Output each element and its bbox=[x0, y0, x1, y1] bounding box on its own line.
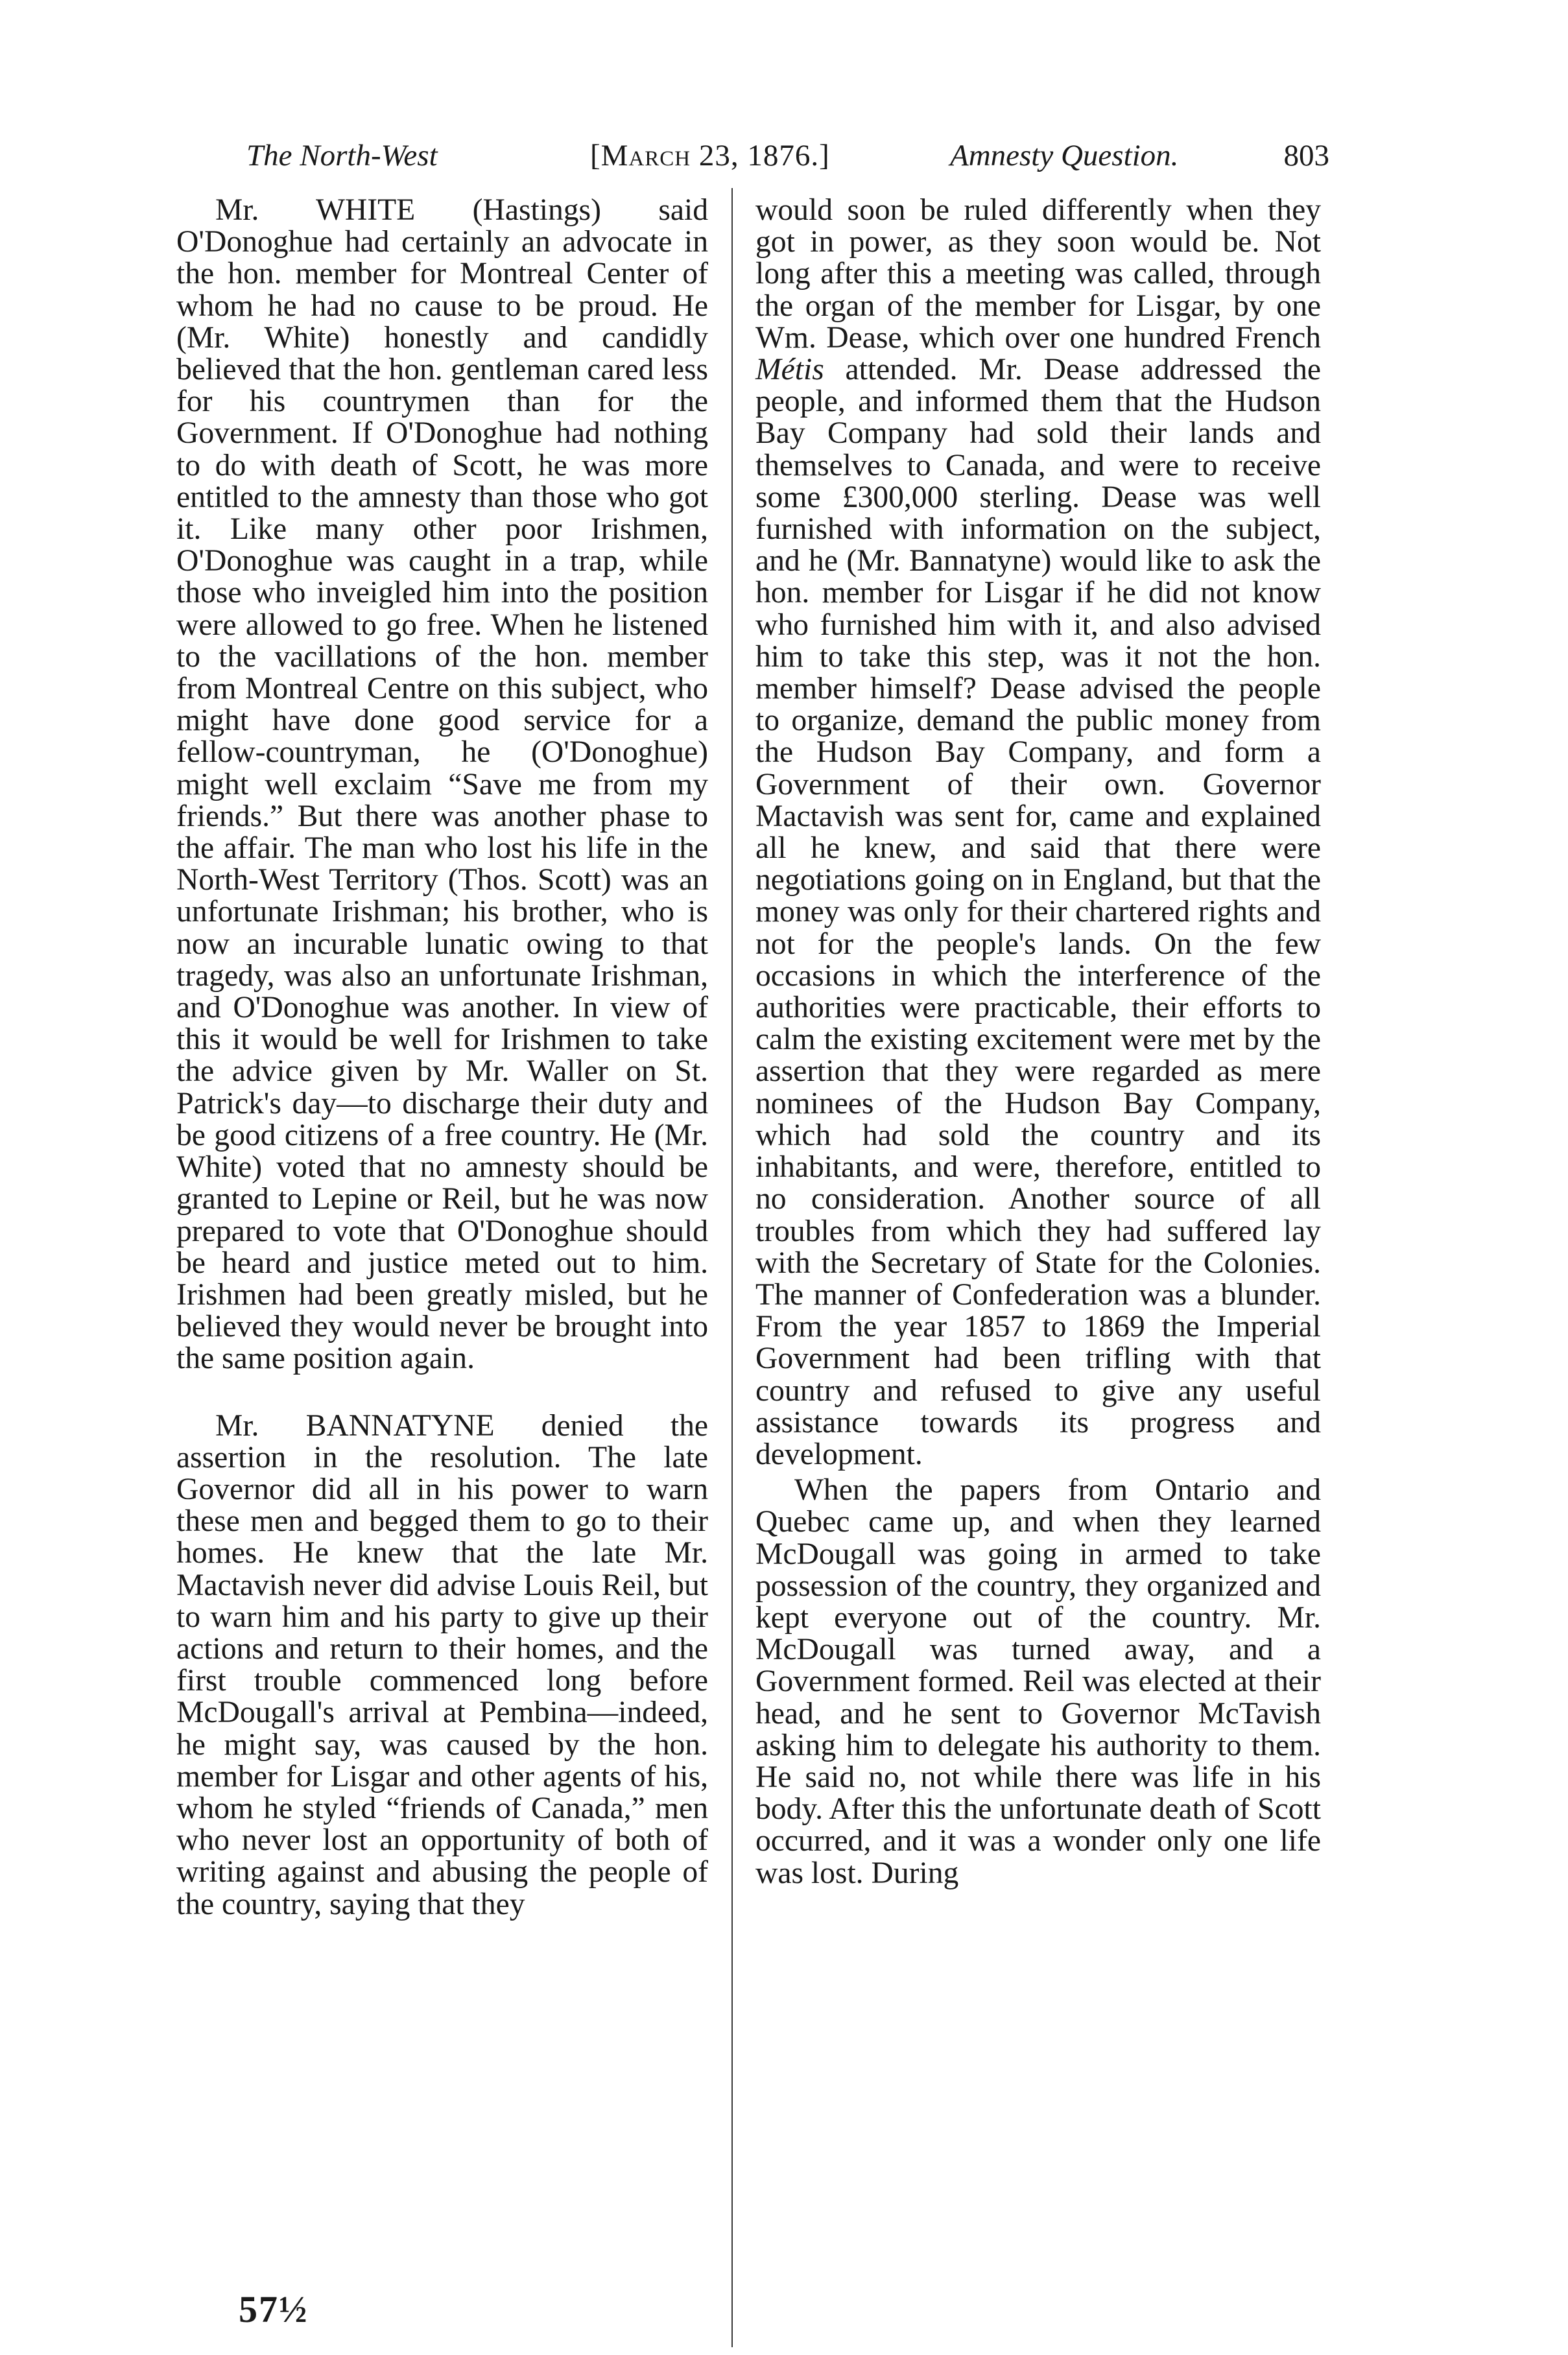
continuation-text-a: would soon be ruled differently when they got in power, as they soon would be. Not long after this a meeting was called, through the organ of the member for Lisgar, by one Wm. Dease, which over one hundred French bbox=[755, 193, 1321, 355]
paragraph-papers-ontario: When the papers from Ontario and Quebec came up, and when they learned McDougall was going in armed to take possession of the country, they organized and kept everyone out of the country. Mr. McDougall was turned away, and a Government formed. Reil was elected at their head, and he sent to Governor McTavish asking him to delegate his authority to them. He said no, not while there was life in his body. After this the unfortunate death of Scott occurred, and it was a wonder only one life was lost. During bbox=[755, 1473, 1321, 1890]
signature-mark: 57½ bbox=[239, 2288, 309, 2330]
running-header bbox=[246, 130, 1329, 182]
header-date-open: [ bbox=[590, 139, 601, 172]
header-date-rest: 23, 1876.] bbox=[691, 139, 830, 172]
right-column bbox=[755, 195, 1321, 1889]
paragraph-bannatyne-speech: Mr. BANNATYNE denied the assertion in the resolution. The late Governor did all in his power to warn these men and begged them to go to their homes. He knew that the late Mr. Mactavish never did advise Louis Reil, but to warn him and his party to give up their actions and return to their homes, and the first trouble commenced long before McDougall's arrival at Pembina—indeed, he might say, was caused by the hon. member for Lisgar and other agents of his, whom he styled “friends of Canada,” men who never lost an opportunity of both of writing against and abusing the people of the country, saying that they bbox=[176, 1408, 708, 1921]
metis-term: Métis bbox=[755, 353, 824, 387]
paragraph-continuation bbox=[755, 195, 1321, 1471]
left-column bbox=[176, 195, 708, 1921]
header-right-title: Amnesty Question. bbox=[950, 139, 1179, 172]
header-left-title: The North-West bbox=[246, 139, 438, 172]
continuation-text-b: attended. Mr. Dease addressed the people, and informed them that the Hudson Bay Company had sold their lands and themselves to Canada, and were to receive some £300,000 sterling. Dease was well furnished with information on the subject, and he (Mr. Bannatyne) would like to ask the hon. member for Lisgar if he did not know who furnished him with it, and also advised him to take this step, was it not the hon. member himself? Dease advised the people to organize, demand the public money from the Hudson Bay Company, and form a Government of their own. Governor Mactavish was sent for, came and explained all he knew, and said that there were negotiations going on in England, but that the money was only for their chartered rights and not for the people's lands. On the few occasions in which the interference of the authorities were practicable, their efforts to calm the existing excitement were met by the assertion that they were regarded as mere nominees of the Hudson Bay Company, which had sold the country and its inhabitants, and were, therefore, entitled to no consideration. Another source of all troubles from which they had suffered lay with the Secretary of State for the Colonies. The manner of Confederation was a blunder. From the year 1857 to 1869 the Imperial Government had been trifling with that country and refused to give any useful assistance towards its progress and development. bbox=[755, 353, 1321, 1471]
paragraph-white-speech: Mr. WHITE (Hastings) said O'Donoghue had certainly an advocate in the hon. member for Montreal Center of whom he had no cause to be proud. He (Mr. White) honestly and candidly believed that the hon. gentleman cared less for his countrymen than for the Government. If O'Donoghue had nothing to do with death of Scott, he was more entitled to the amnesty than those who got it. Like many other poor Irishmen, O'Donoghue was caught in a trap, while those who inveigled him into the position were allowed to go free. When he listened to the vacillations of the hon. member from Montreal Centre on this subject, who might have done good service for a fellow-countryman, he (O'Donoghue) might well exclaim “Save me from my friends.” But there was another phase to the affair. The man who lost his life in the North-West Territory (Thos. Scott) was an unfortunate Irishman; his brother, who is now an incurable lunatic owing to that tragedy, was also an unfortunate Irishman, and O'Donoghue was another. In view of this it would be well for Irishmen to take the advice given by Mr. Waller on St. Patrick's day—to discharge their duty and be good citizens of a free country. He (Mr. White) voted that no amnesty should be granted to Lepine or Reil, but he was now prepared to vote that O'Donoghue should be heard and justice meted out to him. Irishmen had been greatly misled, but he believed they would never be brought into the same position again. bbox=[176, 193, 708, 1376]
column-divider bbox=[731, 188, 733, 2347]
page-number: 803 bbox=[1283, 139, 1329, 172]
header-date bbox=[590, 130, 830, 182]
header-date-month: March bbox=[600, 139, 691, 172]
